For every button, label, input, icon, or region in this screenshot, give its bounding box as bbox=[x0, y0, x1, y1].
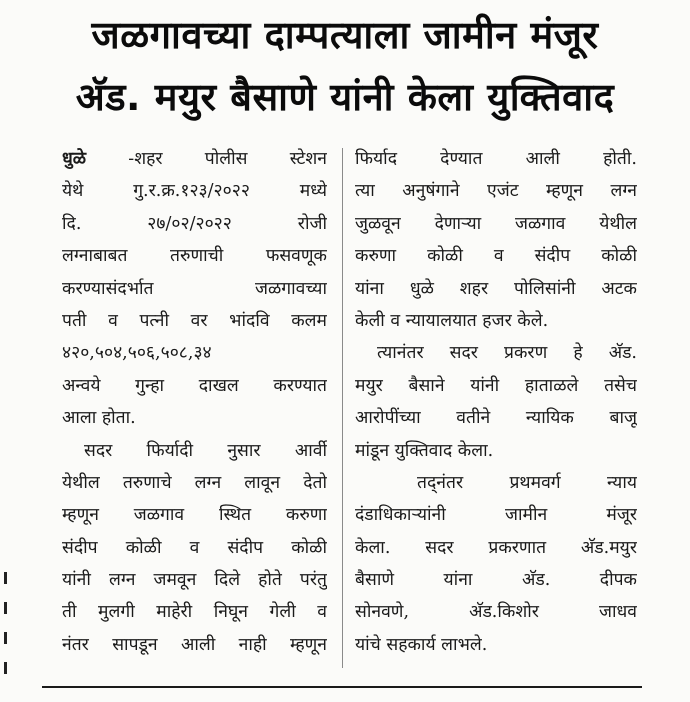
article-line: संदीप कोळी व संदीप कोळी bbox=[62, 537, 327, 558]
article-line: येथे गु.र.क्र.१२३/२०२२ मध्ये bbox=[62, 181, 327, 202]
edge-mark bbox=[4, 662, 7, 674]
article-line: यांना धुळे शहर पोलिसांनी अटक bbox=[355, 278, 637, 299]
article-line: येथील तरुणाचे लग्न लावून देतो bbox=[62, 472, 327, 493]
dateline: धुळे bbox=[62, 149, 87, 169]
article-line: लग्नाबाबत तरुणाची फसवणूक bbox=[62, 246, 327, 267]
article-line: म्हणून जळगाव स्थित करुणा bbox=[62, 505, 327, 526]
article-line: केला. सदर प्रकरणात अ‍ॅड.मयुर bbox=[355, 537, 637, 558]
article-line: सदर फिर्यादी नुसार आर्वी bbox=[84, 440, 327, 461]
article-line: आला होता. bbox=[62, 408, 136, 429]
article-line: फिर्याद देण्यात आली होती. bbox=[355, 149, 637, 169]
article-line: अन्वये गुन्हा दाखल करण्यात bbox=[62, 375, 327, 396]
article-line: केली व न्यायालयात हजर केले. bbox=[355, 310, 549, 331]
article-line: सोनवणे, अ‍ॅड.किशोर जाधव bbox=[355, 602, 637, 623]
article-line: यांचे सहकार्य लाभले. bbox=[355, 634, 488, 655]
edge-mark bbox=[4, 572, 7, 584]
article-line: नंतर सापडून आली नाही म्हणून bbox=[62, 634, 327, 655]
edge-mark bbox=[4, 632, 7, 644]
article-column-right bbox=[355, 143, 637, 661]
article-line: तद्नंतर प्रथमवर्ग न्याय bbox=[417, 472, 637, 493]
article-line: यांनी लग्न जमवून दिले होते परंतु bbox=[62, 570, 327, 591]
article-line: ४२०,५०४,५०६,५०८,३४ bbox=[62, 343, 212, 364]
headline-line-2: अ‍ॅड. मयुर बैसाणे यांनी केला युक्तिवाद bbox=[75, 75, 615, 119]
article-line: जुळवून देणाऱ्या जळगाव येथील bbox=[355, 213, 637, 234]
column-divider bbox=[342, 148, 343, 668]
article-line: दि. २७/०२/२०२२ रोजी bbox=[62, 213, 327, 234]
article-line bbox=[62, 143, 327, 175]
article-line: करण्यासंदर्भात जळगावच्या bbox=[62, 278, 327, 299]
headline-line-1: जळगावच्या दाम्पत्याला जामीन मंजूर bbox=[91, 13, 599, 57]
article-line: करुणा कोळी व संदीप कोळी bbox=[355, 246, 637, 267]
article-line: दंडाधिकाऱ्यांनी जामीन मंजूर bbox=[355, 505, 637, 526]
article-line: त्यानंतर सदर प्रकरण हे अ‍ॅड. bbox=[377, 343, 637, 364]
article-line: बैसाणे यांना अ‍ॅड. दीपक bbox=[355, 570, 637, 591]
article-line: मयुर बैसाने यांनी हाताळले तसेच bbox=[355, 375, 637, 396]
article-line-text: -शहर पोलीस स्टेशन bbox=[86, 149, 327, 169]
article-line: ती मुलगी माहेरी निघून गेली व bbox=[62, 602, 327, 623]
article-line: मांडून युक्तिवाद केला. bbox=[355, 440, 494, 461]
bottom-rule bbox=[42, 686, 642, 688]
article-column-left bbox=[62, 143, 327, 661]
article-line: आरोपींच्या वतीने न्यायिक बाजू bbox=[355, 408, 637, 429]
edge-mark bbox=[4, 602, 7, 614]
edge-marks bbox=[4, 572, 7, 682]
article-line: पती व पत्नी वर भांदवि कलम bbox=[62, 310, 327, 331]
article-line: त्या अनुषंगाने एजंट म्हणून लग्न bbox=[355, 181, 637, 202]
